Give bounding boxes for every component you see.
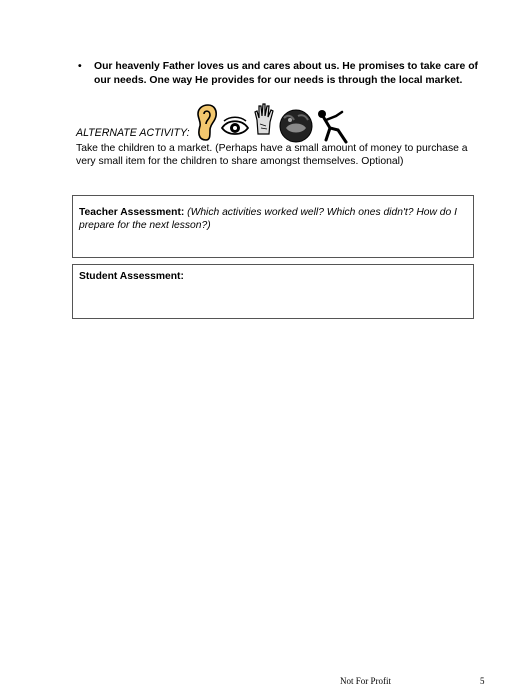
teacher-assessment-prompt: (Which activities worked well? Which ones didn't? How do I prepare for the next lesson?) <box>79 207 457 231</box>
student-assessment-label: Student Assessment: <box>79 271 184 282</box>
eye-icon <box>220 116 250 138</box>
alternate-activity-body: Take the children to a market. (Perhaps have a small amount of money to purchase a very small item for the children to share amongst themselves. Optional) <box>76 143 468 167</box>
teacher-assessment-text <box>79 206 467 232</box>
bullet-text: Our heavenly Father loves us and cares about us. He promises to take care of our needs. One way He provides for our needs is through the local market. <box>94 61 479 86</box>
learning-style-icons <box>194 104 354 144</box>
student-assessment-box[interactable] <box>72 264 474 319</box>
teacher-assessment-label: Teacher Assessment: <box>79 207 185 218</box>
footer-not-for-profit: Not For Profit <box>340 676 392 686</box>
mouth-icon <box>278 108 314 144</box>
alternate-activity-heading: ALTERNATE ACTIVITY: <box>76 127 190 139</box>
hand-icon <box>252 102 276 136</box>
footer-page-number: 5 <box>480 676 485 686</box>
student-assessment-text <box>79 270 467 283</box>
bullet-marker: • <box>78 61 82 72</box>
body-movement-icon <box>316 108 350 144</box>
ear-icon <box>194 104 218 144</box>
teacher-assessment-box[interactable] <box>72 195 474 258</box>
